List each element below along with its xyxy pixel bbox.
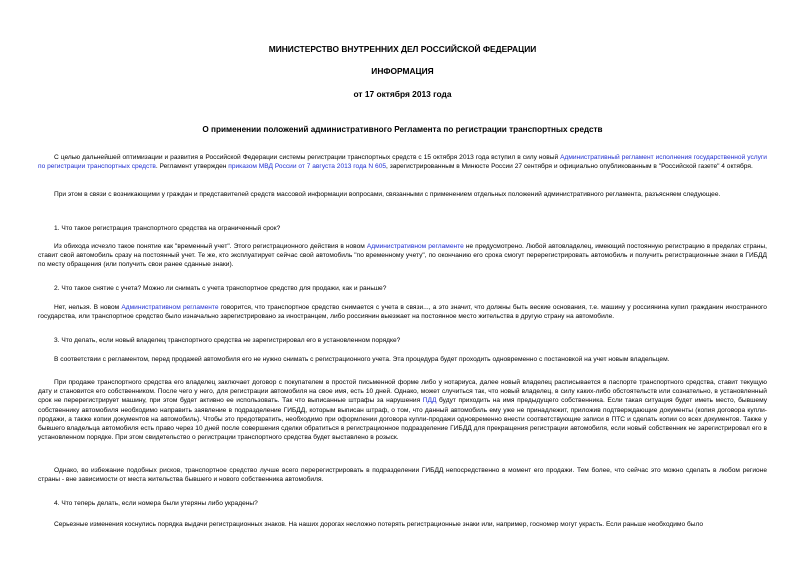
ministry-heading: МИНИСТЕРСТВО ВНУТРЕННИХ ДЕЛ РОССИЙСКОЙ ФЕДЕРАЦИИ: [268, 44, 537, 54]
text: , зарегистрированным в Минюсте России 27 сентября и официально опубликованным в "Российской газете" 4 октября.: [386, 163, 753, 171]
text: Нет, нельзя. В новом: [54, 304, 122, 311]
link-admin-regulation-3[interactable]: Административном регламенте: [121, 304, 219, 311]
answer-2: [38, 303, 767, 321]
text: не предусмотрено. Любой автовладелец, имеющий постоянную регистрацию в пределах страны, ставит свой автомобиль сразу на постоянный учет. Те же, кто эксплуатирует сейчас свой автомобиль "по временному учету", по окончанию его срока смогут перерегистрировать автомобиль и получить регистрационные знаки в ГИБДД по месту обращения (или получить свои ранее сданные знаки).: [38, 243, 768, 269]
link-traffic-rules[interactable]: ПДД: [422, 397, 437, 405]
answer-3-part-2: [38, 378, 767, 442]
paragraph-intro: [38, 153, 767, 171]
paragraph-clarification: При этом в связи с возникающими у граждан и представителей средств массовой информации вопросами, связанными с применением отдельных положений административного регламента, разъясняем следующее.: [54, 191, 721, 198]
question-3: 3. Что делать, если новый владелец транспортного средства не зарегистрировал его в установленном порядке?: [54, 337, 401, 344]
question-2: 2. Что такое снятие с учета? Можно ли снимать с учета транспортное средство для продажи, как и раньше?: [54, 285, 387, 292]
text: говорится, что транспортное средство снимается с учета в связи..., а это значит, что должны быть веские основания, т.е. машину у россиянина купил гражданин иностранного государства, или транспортное средство было изначально зарегистрировано за иностранцем, либо россиянин выезжает на постоянное место жительства в другую страну на автомобиле.: [38, 304, 767, 321]
text: Из обихода исчезло такое понятие как "временный учет". Этого регистрационного действия в новом: [54, 243, 367, 250]
text: При продаже транспортного средства его владелец заключает договор с покупателем в простой письменной форме либо у нотариуса, далее новый владелец расписывается в паспорте транспортного средства, ставит текущую дату и становится его собственником. После чего у него, для регистрации автомобиля на свое имя, есть 10 дней. Однако, может случиться так, что новый владелец, в силу каких-либо обстоятельств или сознательно, в установленный срок не перерегистрирует машину, при этом будет активно ее использовать. Так что выписанные штрафы за нарушения: [38, 379, 767, 405]
question-1: 1. Что такое регистрация транспортного средства на ограниченный срок?: [54, 225, 281, 232]
text: . Регламент утвержден: [155, 163, 229, 171]
link-admin-regulation[interactable]: Административный регламент исполнения государственной услуги по регистрации транспортных средств: [38, 154, 767, 171]
text: будут приходить на имя предыдущего собственника. Если такая ситуация будет иметь место, бывшему собственнику автомобиля необходимо направить заявление в подразделение ГИБДД, которым выписан штраф, о том, что данный автомобиль ему уже не принадлежит, приложив подтверждающие документы (копия договора купли-продажи, а также копии документов на автомобиль). Чтобы это предотвратить, необходимо при оформлении договора купли-продажи одновременно внести соответствующие записи в ПТС и сделать копии со всех документов. Также у бывшего владельца автомобиля есть право через 10 дней после совершения сделки обратиться в регистрационное подразделение ГИБДД для прекращения регистрации автомобиля, если новый собственник не зарегистрировал его в установленном порядке. При этом свидетельство о регистрации транспортного средства будет выставлено в розыск.: [38, 397, 768, 442]
doc-title: О применении положений административного Регламента по регистрации транспортных средств: [202, 125, 603, 134]
answer-1: [38, 242, 767, 270]
answer-4: Серьезные изменения коснулись порядка выдачи регистрационных знаков. На наших дорогах несложно потерять регистрационные знаки или, например, госномер могут украсть. Если раньше необходимо было: [54, 521, 704, 528]
answer-3-part-3: Однако, во избежание подобных рисков, транспортное средство лучше всего перерегистрировать в подразделении ГИБДД непосредственно в момент его продажи. Тем более, что сейчас это можно сделать в любом регионе страны - вне зависимости от места жительства бывшего и нового собственника автомобиля.: [38, 467, 767, 484]
text: С целью дальнейшей оптимизации и развития в Российской Федерации системы регистрации транспортных средств с 15 октября 2013 года вступил в силу новый: [54, 154, 561, 161]
doc-type-heading: ИНФОРМАЦИЯ: [371, 66, 434, 76]
doc-date: от 17 октября 2013 года: [353, 89, 452, 99]
link-admin-regulation-2[interactable]: Административном регламенте: [366, 243, 464, 250]
answer-3-part-1: В соответствии с регламентом, перед продажей автомобиля его не нужно снимать с регистрационного учета. Эта процедура будет проходить одновременно с постановкой на учет новым владельцем.: [54, 356, 670, 363]
link-order-605[interactable]: приказом МВД России от 7 августа 2013 года N 605: [228, 163, 387, 171]
question-4: 4. Что теперь делать, если номера были утеряны либо украдены?: [54, 500, 258, 507]
